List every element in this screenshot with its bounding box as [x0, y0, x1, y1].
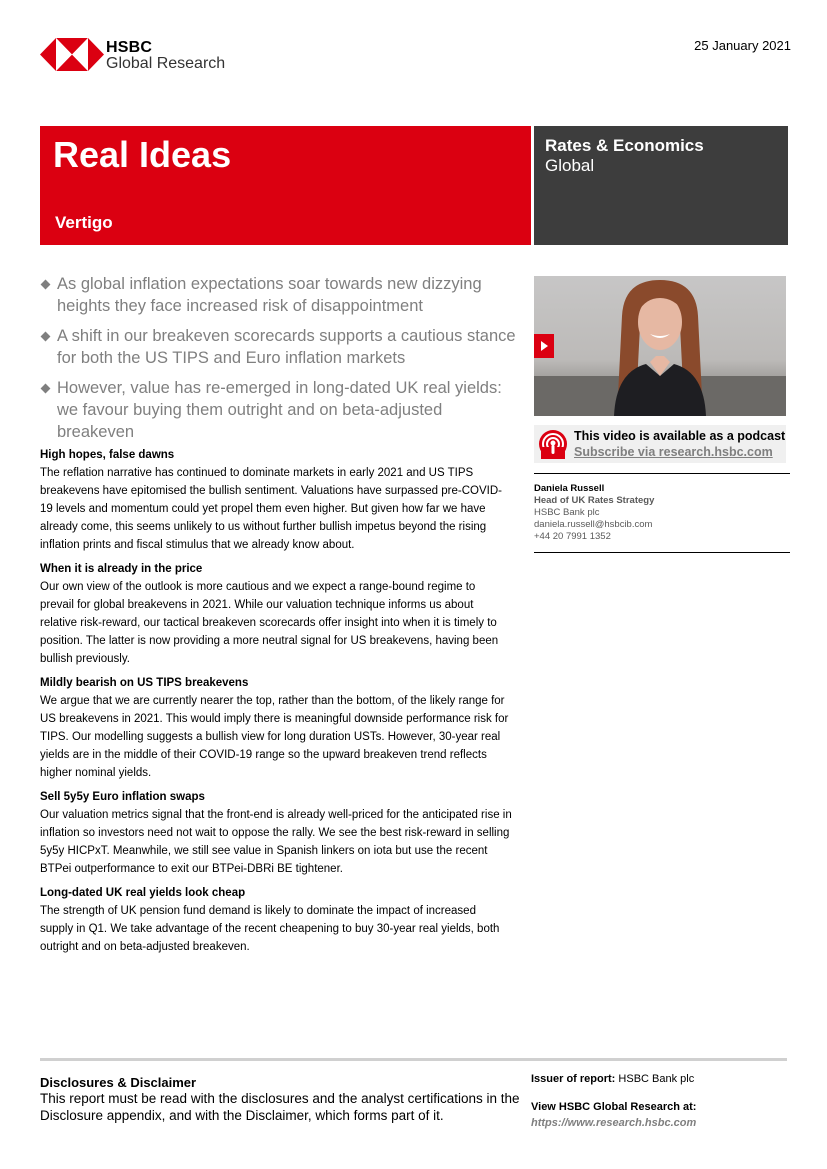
analyst-role: Head of UK Rates Strategy [534, 495, 655, 506]
subscribe-link[interactable]: Subscribe via research.hsbc.com [574, 445, 773, 459]
report-title: Real Ideas [53, 134, 232, 175]
play-icon[interactable] [534, 334, 554, 358]
brand-subtitle: Global Research [106, 55, 226, 72]
hsbc-hexagon-icon [40, 38, 104, 71]
section-text: The strength of UK pension fund demand is likely to dominate the impact of increased supply in Q1. We take advantage of the recent cheapening to buy 30-year real yields, both outright and on beta-adjusted breakeven. [40, 905, 500, 953]
diamond-bullet-icon [41, 280, 51, 290]
research-url-link[interactable]: https://www.research.hsbc.com [531, 1117, 697, 1129]
divider [534, 473, 790, 474]
hsbc-logo [40, 38, 240, 74]
disclosure-title: Disclosures & Disclaimer [40, 1075, 197, 1090]
section-heading: High hopes, false dawns [40, 449, 175, 461]
title-banner [40, 126, 531, 245]
key-points [40, 273, 520, 451]
diamond-bullet-icon [41, 384, 51, 394]
podcast-banner[interactable] [534, 425, 786, 463]
category-banner [534, 126, 788, 245]
disclosure-text: This report must be read with the disclosures and the analyst certifications in the Disclosure appendix, and with the Disclaimer, which forms part of it. [40, 1091, 520, 1123]
divider [534, 552, 790, 553]
view-research-label: View HSBC Global Research at: [531, 1101, 697, 1113]
section-heading: Mildly bearish on US TIPS breakevens [40, 677, 249, 689]
brand-name: HSBC [106, 39, 153, 56]
section [40, 674, 512, 782]
section [40, 788, 512, 878]
report-subtitle: Vertigo [55, 213, 113, 232]
analyst-phone: +44 20 7991 1352 [534, 531, 611, 542]
section-heading: Sell 5y5y Euro inflation swaps [40, 791, 205, 803]
footer-divider [40, 1058, 787, 1061]
analyst-name: Daniela Russell [534, 483, 605, 494]
key-point: However, value has re-emerged in long-dated UK real yields: we favour buying them outright and on beta-adjusted breakeven [40, 377, 520, 443]
section [40, 560, 512, 668]
issuer-label: Issuer of report: [531, 1073, 616, 1085]
analyst-email[interactable]: daniela.russell@hsbcib.com [534, 519, 653, 530]
analyst-photo [534, 276, 786, 416]
section [40, 884, 512, 956]
analyst-info [534, 483, 654, 543]
section-text: Our valuation metrics signal that the front-end is already well-priced for the anticipated rise in inflation so investors need not wait to oppose the rally. We see the best risk-reward in selling 5y5y HICPxT. Meanwhile, we still see value in Spanish linkers on iota but use the recent BTPei outperformance to exit our BTPei-DBRi BE tightener. [40, 809, 512, 875]
section [40, 446, 512, 554]
podcast-title: This video is available as a podcast [574, 429, 786, 443]
category-secondary: Global [545, 156, 595, 175]
podcast-icon [538, 429, 568, 459]
video-thumbnail[interactable] [534, 276, 786, 416]
key-point: A shift in our breakeven scorecards supports a cautious stance for both the US TIPS and Euro inflation markets [40, 325, 520, 369]
section-text: Our own view of the outlook is more cautious and we expect a range-bound regime to prevail for global breakevens in 2021. While our valuation technique informs us about relative risk-reward, our tactical breakeven scorecards offer insight into when it is timely to position. The latter is now providing a more neutral signal for US breakevens, having been bullish previously. [40, 581, 499, 665]
category-primary: Rates & Economics [545, 136, 704, 155]
analyst-company: HSBC Bank plc [534, 507, 600, 518]
section-text: We argue that we are currently nearer the top, rather than the bottom, of the likely range for US breakevens in 2021. This would imply there is meaningful downside performance risk for TIPS. Our modelling suggests a bullish view for long duration USTs. However, 30-year real yields are in the middle of their COVID-19 range so the upward breakeven trend reflects higher nominal yields. [40, 695, 509, 779]
section-heading: Long-dated UK real yields look cheap [40, 887, 246, 899]
report-body [40, 446, 512, 962]
issuer-value: HSBC Bank plc [618, 1073, 695, 1085]
section-heading: When it is already in the price [40, 563, 203, 575]
section-text: The reflation narrative has continued to dominate markets in early 2021 and US TIPS breakevens have epitomised the bullish sentiment. Valuations have surpassed pre-COVID-19 levels and momentum could yet propel them even higher. But given how far we have already come, this seems unlikely to us without further bullish impetus beyond the rising inflation prints and fiscal stimulus that we already know about. [40, 467, 502, 551]
diamond-bullet-icon [41, 332, 51, 342]
key-point: As global inflation expectations soar towards new dizzying heights they face increased risk of disappointment [40, 273, 520, 317]
report-date: 25 January 2021 [694, 38, 791, 53]
issuer-info [531, 1073, 694, 1085]
